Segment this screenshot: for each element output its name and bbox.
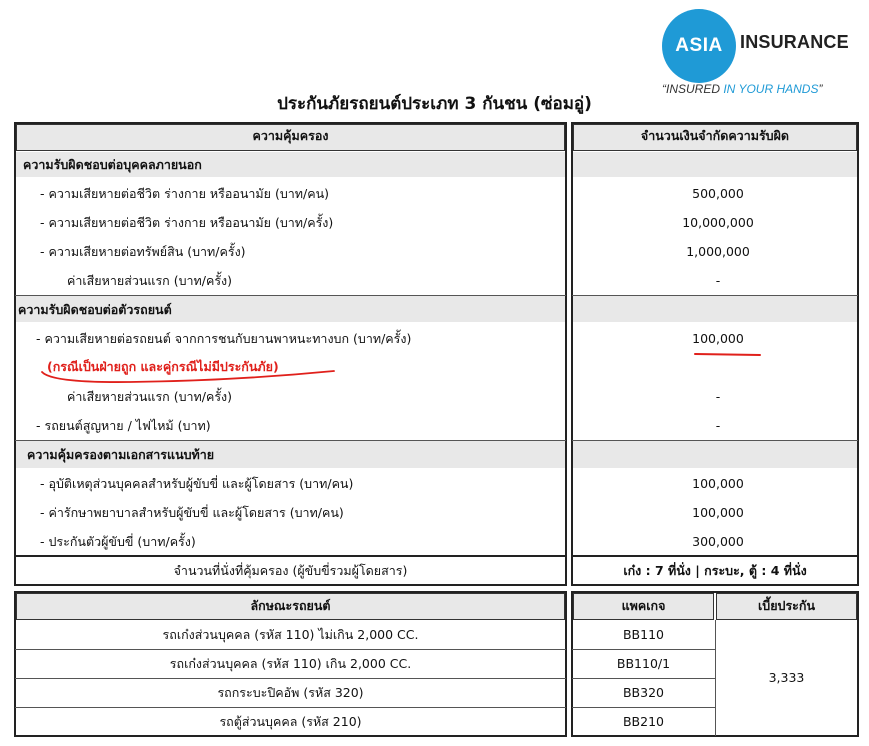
row-value: 10,000,000 — [682, 215, 754, 230]
header-premium: เบี้ยประกัน — [757, 598, 815, 613]
section-title-own-vehicle: ความรับผิดชอบต่อตัวรถยนต์ — [18, 302, 172, 317]
divider — [15, 707, 566, 708]
section-title-endorsements: ความคุ้มครองตามเอกสารแนบท้าย — [27, 447, 215, 462]
table-row-package: BB210 — [622, 714, 664, 729]
logo-wordmark: INSURANCE — [740, 32, 849, 52]
divider — [572, 678, 715, 679]
seats-label: จำนวนที่นั่งที่คุ้มครอง (ผู้ขับขี่รวมผู้โดยสาร) — [173, 563, 408, 578]
condition-note: (กรณีเป็นฝ่ายถูก และคู่กรณีไม่มีประกันภัย) — [47, 359, 279, 374]
table-row-vehicle-type: รถกระบะปิคอัพ (รหัส 320) — [217, 685, 364, 700]
row-value: 500,000 — [692, 186, 744, 201]
header-coverage: ความคุ้มครอง — [252, 128, 329, 143]
row-value: - — [715, 389, 721, 404]
row-value: 100,000 — [692, 476, 744, 491]
seats-value: เก๋ง : 7 ที่นั่ง | กระบะ, ตู้ : 4 ที่นั่ง — [623, 563, 807, 578]
divider — [15, 649, 566, 650]
row-label: - ความเสียหายต่อทรัพย์สิน (บาท/ครั้ง) — [40, 244, 246, 259]
row-value: - — [715, 418, 721, 433]
row-value: 100,000 — [692, 331, 744, 346]
row-label: - ค่ารักษาพยาบาลสำหรับผู้ขับขี่ และผู้โดยสาร (บาท/คน) — [40, 505, 344, 520]
divider — [572, 649, 715, 650]
section-title-third-party: ความรับผิดชอบต่อบุคคลภายนอก — [23, 157, 202, 172]
row-label: ค่าเสียหายส่วนแรก (บาท/ครั้ง) — [67, 273, 233, 288]
row-value: 100,000 — [692, 505, 744, 520]
table-row-vehicle-type: รถตู้ส่วนบุคคล (รหัส 210) — [219, 714, 362, 729]
header-vehicle-type: ลักษณะรถยนต์ — [250, 598, 331, 613]
header-package: แพคเกจ — [621, 598, 666, 613]
row-value: 1,000,000 — [686, 244, 750, 259]
table-row-vehicle-type: รถเก๋งส่วนบุคคล (รหัส 110) เกิน 2,000 CC. — [169, 656, 412, 671]
note-underline-annotation — [42, 371, 334, 382]
tagline-part-3: ” — [818, 82, 823, 96]
table-row-package: BB320 — [622, 685, 664, 700]
value-underline-annotation — [695, 354, 760, 355]
header-limit: จำนวนเงินจำกัดความรับผิด — [640, 128, 790, 143]
row-label: - ประกันตัวผู้ขับขี่ (บาท/ครั้ง) — [40, 534, 196, 549]
row-value: - — [715, 273, 721, 288]
divider — [572, 707, 715, 708]
row-label: - อุบัติเหตุส่วนบุคคลสำหรับผู้ขับขี่ และผู้โดยสาร (บาท/คน) — [40, 476, 354, 491]
table-row-package: BB110/1 — [616, 656, 671, 671]
table-row-package: BB110 — [622, 627, 664, 642]
logo-circle-mark: ASIA — [662, 9, 736, 83]
table-row-vehicle-type: รถเก๋งส่วนบุคคล (รหัส 110) ไม่เกิน 2,000 CC. — [162, 627, 419, 642]
row-label: - ความเสียหายต่อชีวิต ร่างกาย หรืออนามัย (บาท/ครั้ง) — [40, 215, 334, 230]
row-label: - รถยนต์สูญหาย / ไฟไหม้ (บาท) — [36, 418, 211, 433]
tagline-part-1: “INSURED — [662, 82, 724, 96]
row-label: ค่าเสียหายส่วนแรก (บาท/ครั้ง) — [67, 389, 233, 404]
page-title: ประกันภัยรถยนต์ประเภท 3 กันชน (ซ่อมอู่) — [277, 94, 592, 114]
row-value: 300,000 — [692, 534, 744, 549]
row-label: - ความเสียหายต่อชีวิต ร่างกาย หรืออนามัย (บาท/คน) — [40, 186, 330, 201]
divider — [15, 678, 566, 679]
tagline-part-2: IN YOUR HANDS — [723, 82, 819, 96]
row-label: - ความเสียหายต่อรถยนต์ จากการชนกับยานพาหนะทางบก (บาท/ครั้ง) — [36, 331, 412, 346]
premium-value: 3,333 — [768, 670, 805, 685]
